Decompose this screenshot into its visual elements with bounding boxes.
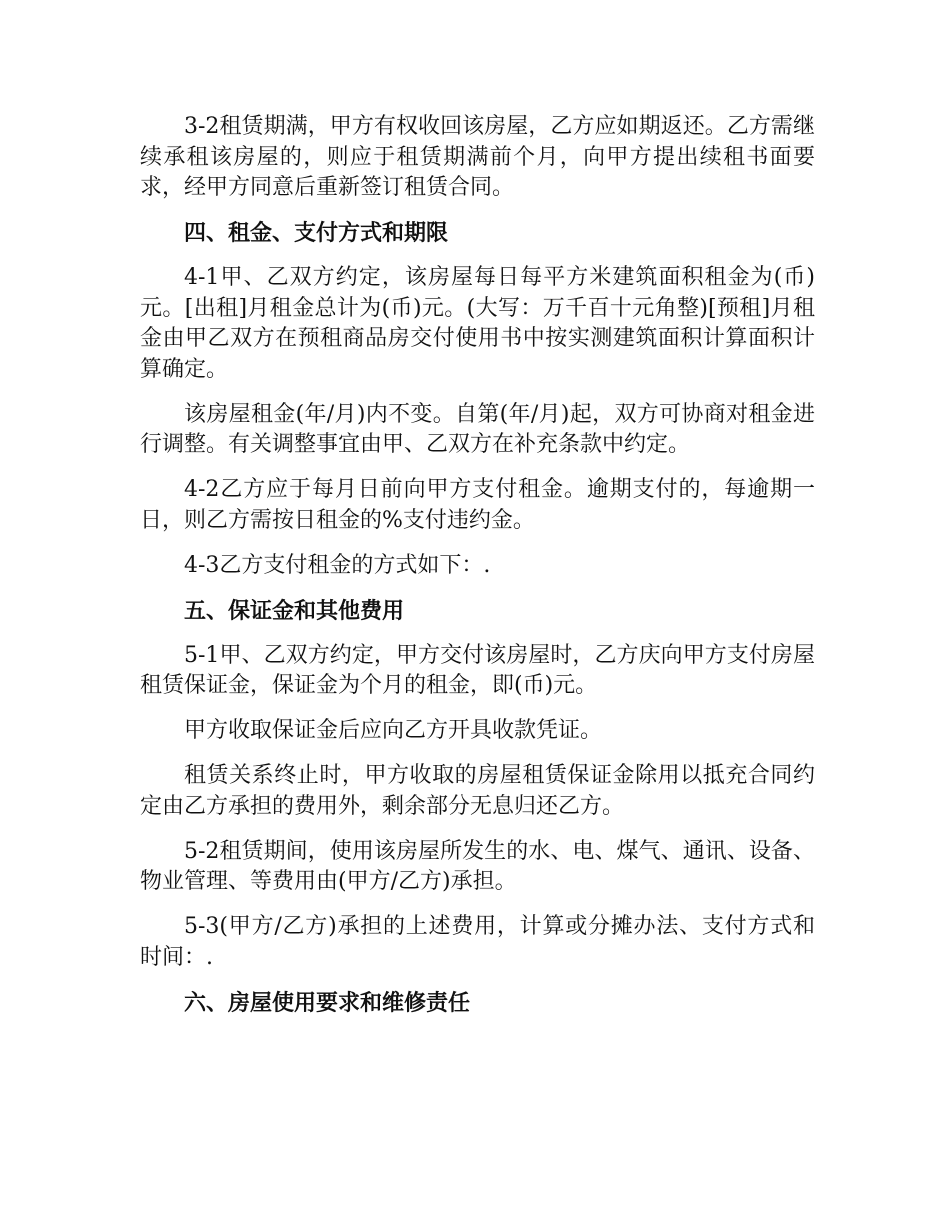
clause-5-1-refund: 租赁关系终止时，甲方收取的房屋租赁保证金除用以抵充合同约定由乙方承担的费用外，剩余部分无息归还乙方。 — [140, 763, 815, 819]
clause-5-2: 5-2租赁期间，使用该房屋所发生的水、电、煤气、通讯、设备、物业管理、等费用由(甲方/乙方)承担。 — [140, 838, 815, 894]
clause-5-3: 5-3(甲方/乙方)承担的上述费用，计算或分摊办法、支付方式和时间：. — [140, 914, 815, 970]
clause-4-3: 4-3乙方支付租金的方式如下：. — [184, 552, 491, 578]
clause-5-1-receipt: 甲方收取保证金后应向乙方开具收款凭证。 — [184, 718, 603, 743]
document-page — [140, 112, 815, 1033]
clause-4-1: 4-1甲、乙双方约定，该房屋每日每平方米建筑面积租金为(币)元。[出租]月租金总计为(币)元。(大写：万千百十元角整)[预租]月租金由甲乙双方在预租商品房交付使用书中按实测建筑面积计算面积计算确定。 — [140, 265, 815, 382]
clause-4-2: 4-2乙方应于每月日前向甲方支付租金。逾期支付的，每逾期一日，则乙方需按日租金的%支付违约金。 — [140, 477, 815, 533]
clause-5-1: 5-1甲、乙双方约定，甲方交付该房屋时，乙方庆向甲方支付房屋租赁保证金，保证金为个月的租金，即(币)元。 — [140, 642, 815, 698]
section-heading-maintenance: 六、房屋使用要求和维修责任 — [184, 989, 471, 1016]
section-heading-rent: 四、租金、支付方式和期限 — [184, 220, 449, 246]
section-heading-deposit: 五、保证金和其他费用 — [184, 597, 405, 624]
clause-3-2: 3-2租赁期满，甲方有权收回该房屋，乙方应如期返还。乙方需继续承租该房屋的，则应于租赁期满前个月，向甲方提出续租书面要求，经甲方同意后重新签订租赁合同。 — [140, 114, 815, 200]
clause-4-1-adjustment: 该房屋租金(年/月)内不变。自第(年/月)起，双方可协商对租金进行调整。有关调整事宜由甲、乙双方在补充条款中约定。 — [140, 401, 815, 457]
